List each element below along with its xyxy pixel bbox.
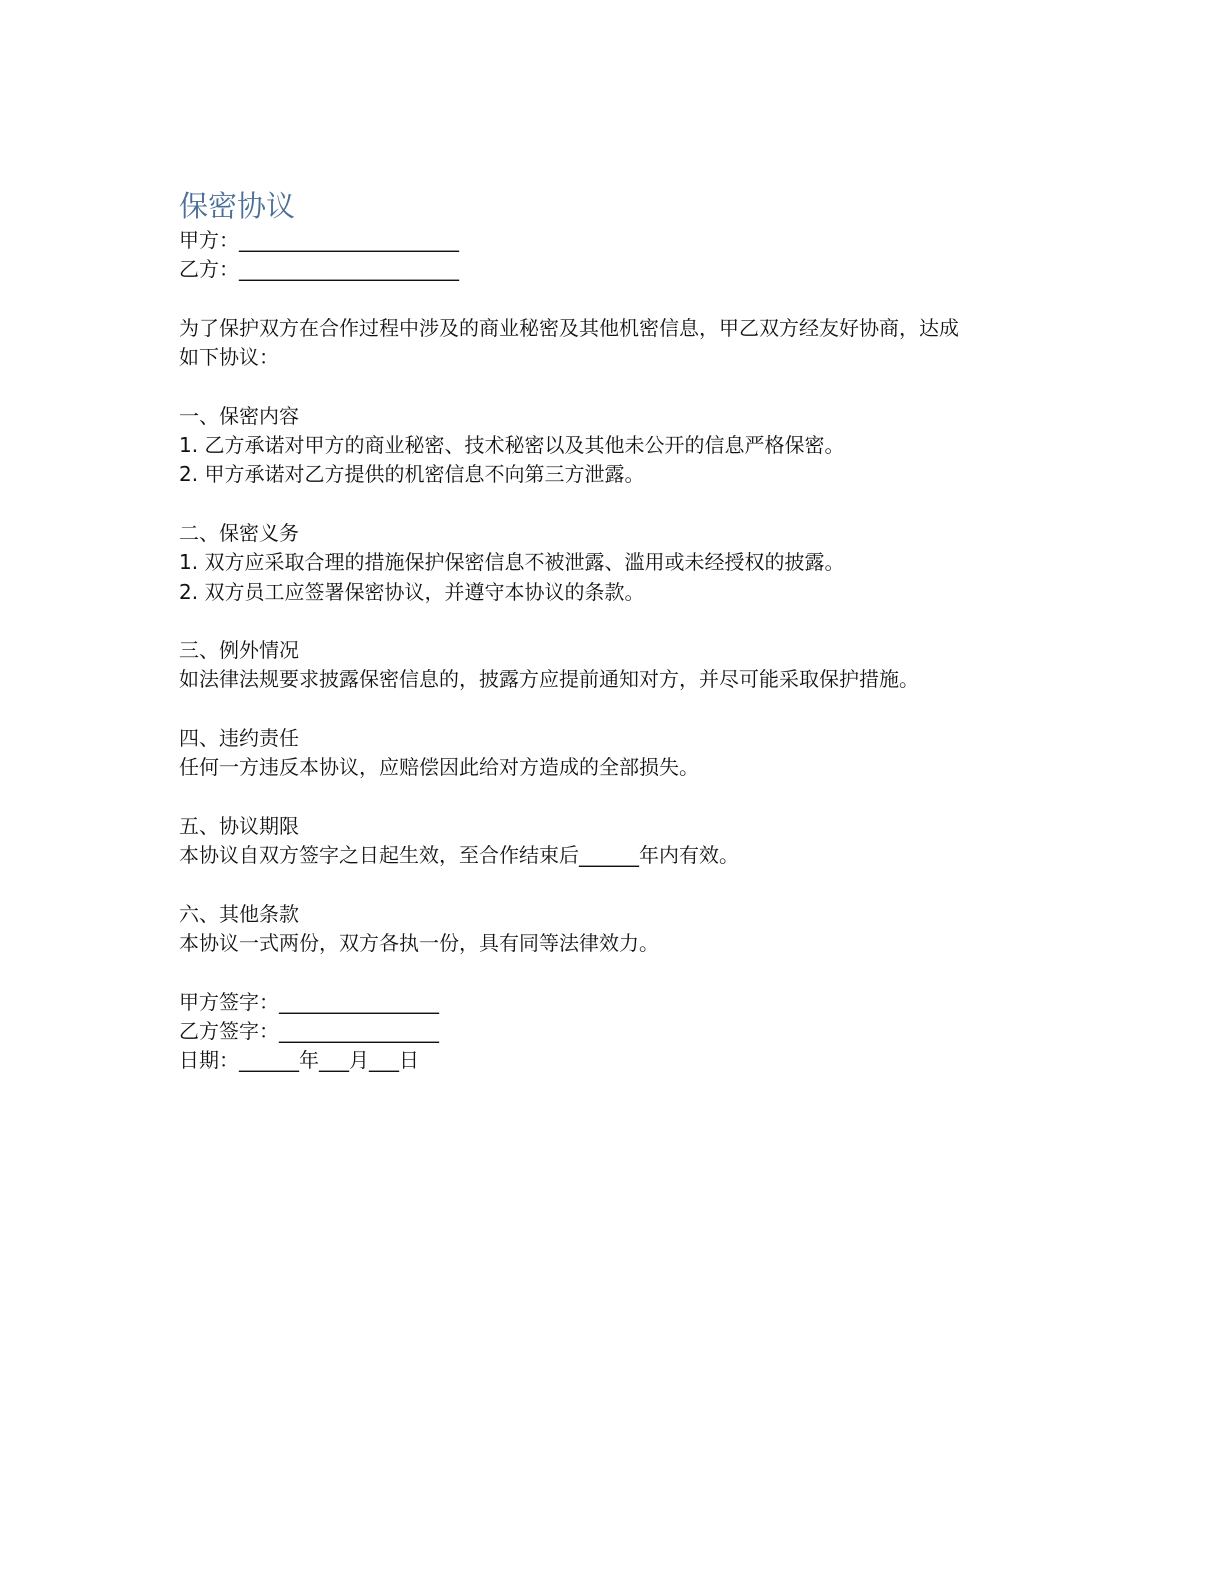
spacer (179, 372, 1049, 401)
party-b-field (179, 255, 1049, 284)
section-term (179, 812, 1049, 871)
section-line: 本协议自双方签字之日起生效，至合作结束后______年内有效。 (179, 843, 739, 868)
document-title: 保密协议 (179, 189, 296, 223)
party-a-signature: 甲方签字：________________ (179, 989, 439, 1014)
document-page (179, 186, 1049, 1076)
section-line: 本协议一式两份，双方各执一份，具有同等法律效力。 (179, 931, 659, 956)
section-liability (179, 724, 1049, 783)
intro-line-2: 如下协议： (179, 345, 279, 370)
party-a-field (179, 226, 1049, 255)
section-line: 2. 双方员工应签署保密协议，并遵守本协议的条款。 (179, 579, 645, 604)
section-line: 1. 双方应采取合理的措施保护保密信息不被泄露、滥用或未经授权的披露。 (179, 550, 845, 575)
intro-line-1: 为了保护双方在合作过程中涉及的商业秘密及其他机密信息，甲乙双方经友好协商，达成 (179, 315, 959, 340)
section-line: 如法律法规要求披露保密信息的，披露方应提前通知对方，并尽可能采取保护措施。 (179, 667, 919, 692)
section-heading: 六、其他条款 (179, 901, 299, 926)
section-other-terms (179, 900, 1049, 959)
section-confidential-content (179, 402, 1049, 490)
section-heading: 一、保密内容 (179, 403, 299, 428)
section-heading: 二、保密义务 (179, 520, 299, 545)
section-line: 2. 甲方承诺对乙方提供的机密信息不向第三方泄露。 (179, 462, 645, 487)
signature-date: 日期：______年___月___日 (179, 1048, 419, 1073)
section-exceptions (179, 636, 1049, 695)
spacer (179, 695, 1049, 724)
spacer (179, 285, 1049, 314)
party-a-blank: ______________________ (239, 228, 459, 252)
party-b-signature: 乙方签字：________________ (179, 1019, 439, 1044)
spacer (179, 871, 1049, 900)
section-line: 1. 乙方承诺对甲方的商业秘密、技术秘密以及其他未公开的信息严格保密。 (179, 433, 845, 458)
party-b-label: 乙方： (179, 257, 239, 282)
signature-block (179, 988, 1049, 1076)
section-heading: 三、例外情况 (179, 638, 299, 663)
spacer (179, 783, 1049, 812)
spacer (179, 958, 1049, 987)
party-a-label: 甲方： (179, 228, 239, 252)
spacer (179, 607, 1049, 636)
section-heading: 五、协议期限 (179, 813, 299, 838)
spacer (179, 490, 1049, 519)
party-b-blank: ______________________ (239, 257, 459, 282)
section-heading: 四、违约责任 (179, 726, 299, 751)
section-confidential-obligations (179, 519, 1049, 607)
section-line: 任何一方违反本协议，应赔偿因此给对方造成的全部损失。 (179, 755, 699, 780)
